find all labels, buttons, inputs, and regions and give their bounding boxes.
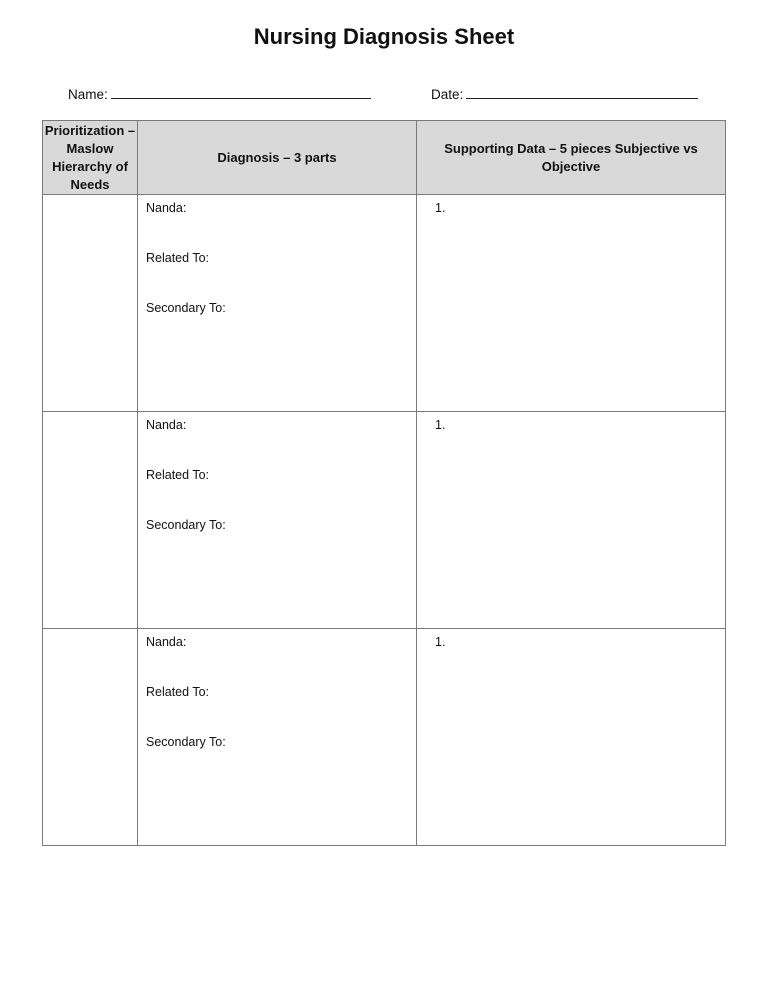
nanda-label: Nanda: <box>146 201 187 215</box>
supporting-data-cell[interactable] <box>417 629 726 846</box>
priority-cell[interactable] <box>43 412 138 629</box>
list-item-number: 1. <box>435 201 446 215</box>
name-input-line[interactable] <box>111 86 371 99</box>
secondary-to-label: Secondary To: <box>146 735 226 749</box>
diagnosis-cell[interactable] <box>138 629 417 846</box>
secondary-to-label: Secondary To: <box>146 518 226 532</box>
name-label: Name: <box>68 87 108 102</box>
header-diagnosis: Diagnosis – 3 parts <box>138 121 417 195</box>
related-to-label: Related To: <box>146 685 210 699</box>
page-title: Nursing Diagnosis Sheet <box>253 24 515 49</box>
date-label: Date: <box>431 87 464 102</box>
related-to-label: Related To: <box>146 251 210 265</box>
diagnosis-cell[interactable] <box>138 195 417 412</box>
table-row <box>43 629 726 846</box>
date-input-line[interactable] <box>466 86 698 99</box>
header-supporting-data: Supporting Data – 5 pieces Subjective vs Objective <box>417 121 726 195</box>
nanda-label: Nanda: <box>146 418 187 432</box>
name-field[interactable] <box>68 86 371 102</box>
list-item-number: 1. <box>435 418 446 432</box>
supporting-data-cell[interactable] <box>417 195 726 412</box>
supporting-data-cell[interactable] <box>417 412 726 629</box>
header-prioritization: Prioritization – Maslow Hierarchy of Needs <box>43 121 138 195</box>
list-item-number: 1. <box>435 635 446 649</box>
table-row <box>43 195 726 412</box>
priority-cell[interactable] <box>43 195 138 412</box>
related-to-label: Related To: <box>146 468 210 482</box>
table-header-row <box>43 121 726 195</box>
priority-cell[interactable] <box>43 629 138 846</box>
diagnosis-cell[interactable] <box>138 412 417 629</box>
diagnosis-table <box>42 120 726 846</box>
table-row <box>43 412 726 629</box>
date-field[interactable] <box>431 86 698 102</box>
secondary-to-label: Secondary To: <box>146 301 226 315</box>
nanda-label: Nanda: <box>146 635 187 649</box>
